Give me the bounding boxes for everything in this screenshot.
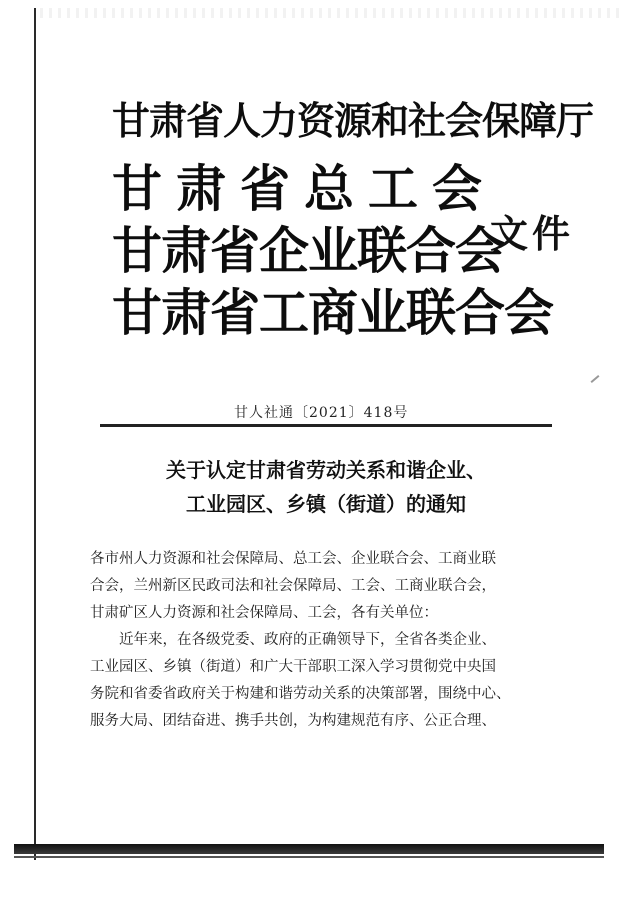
scan-top-noise	[40, 8, 620, 18]
scan-edge-left	[34, 8, 36, 860]
header-rule	[100, 424, 552, 427]
body-line-1: 近年来，在各级党委、政府的正确领导下，全省各类企业、	[90, 632, 496, 648]
scan-mark	[591, 375, 600, 383]
issuer-federation-of-industry-commerce: 甘肃省工商业联合会	[112, 283, 553, 342]
title-line-2: 工业园区、乡镇（街道）的通知	[186, 492, 466, 516]
addressee-paragraph	[90, 546, 560, 627]
issuer-hrss-department: 甘肃省人力资源和社会保障厅	[112, 98, 594, 143]
body-line-3: 务院和省委省政府关于构建和谐劳动关系的决策部署，围绕中心、	[90, 686, 511, 702]
issuer-federation-of-trade-unions: 甘肃省总工会	[112, 159, 496, 218]
body-line-4: 服务大局、团结奋进、携手共创，为构建规范有序、公正合理、	[90, 713, 496, 729]
addressee-line-3: 甘肃矿区人力资源和社会保障局、工会，各有关单位：	[90, 605, 438, 621]
body-line-2: 工业园区、乡镇（街道）和广大干部职工深入学习贯彻党中央国	[90, 659, 496, 675]
doc-type-label: 文件	[490, 211, 575, 256]
footer-rule	[14, 844, 604, 854]
addressee-line-2: 合会，兰州新区民政司法和社会保障局、工会、工商业联合会，	[90, 578, 496, 594]
issuer-enterprise-confederation: 甘肃省企业联合会	[112, 221, 504, 280]
body-paragraph	[90, 627, 560, 735]
footer-rule-thin	[14, 856, 604, 858]
title-line-1: 关于认定甘肃省劳动关系和谐企业、	[166, 458, 486, 482]
document-number: 甘人社通〔2021〕418号	[234, 405, 409, 421]
addressee-line-1: 各市州人力资源和社会保障局、总工会、企业联合会、工商业联	[90, 551, 496, 567]
